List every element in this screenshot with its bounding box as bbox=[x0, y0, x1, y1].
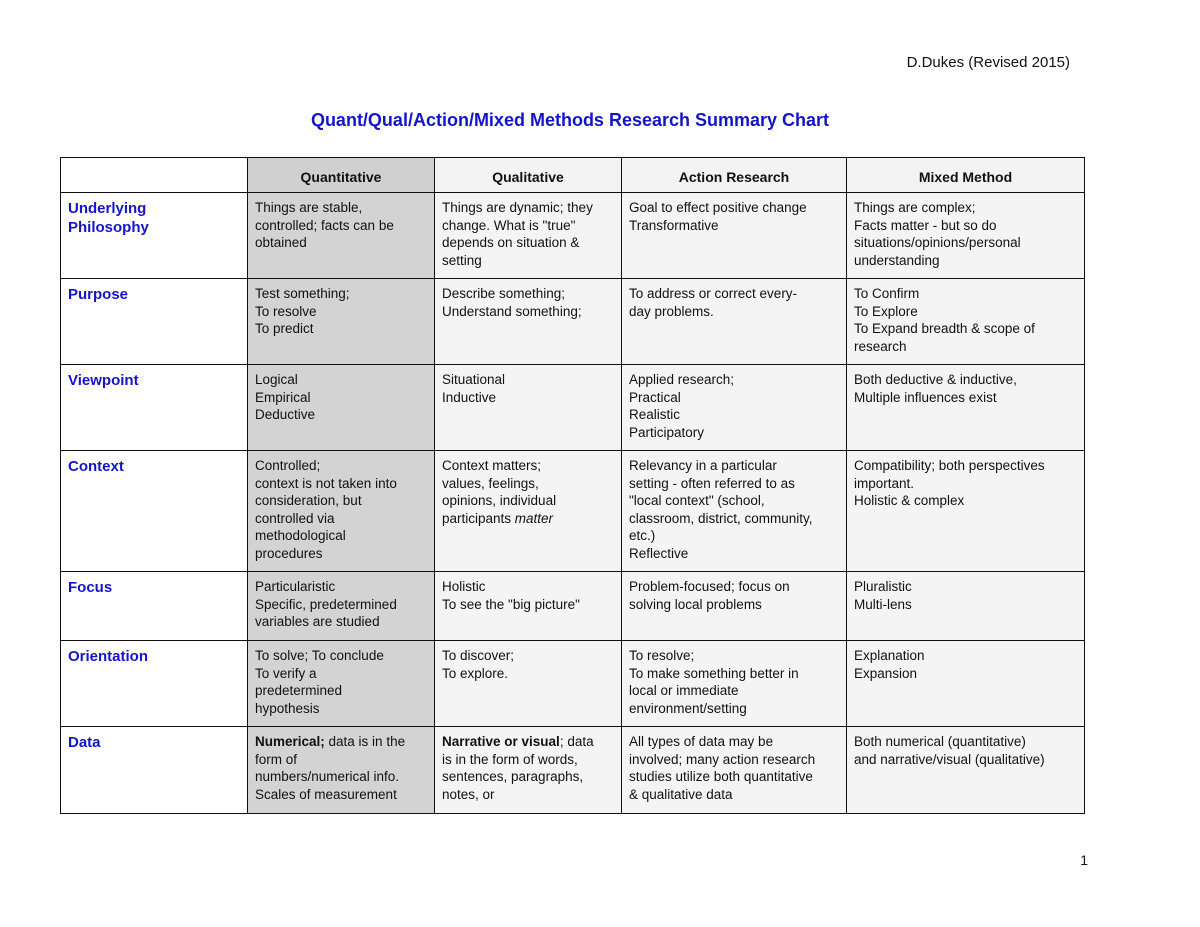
cell-text: day problems. bbox=[629, 303, 714, 319]
cell-text: To resolve bbox=[255, 303, 317, 319]
cell-line bbox=[255, 389, 427, 407]
table-row bbox=[61, 279, 1085, 365]
cell-text: obtained bbox=[255, 235, 307, 250]
row-header-line: Philosophy bbox=[68, 219, 149, 236]
cell-line bbox=[854, 320, 1077, 338]
document-title: Quant/Qual/Action/Mixed Methods Research Summary Chart bbox=[310, 110, 830, 130]
cell-mixed-method bbox=[847, 193, 1085, 279]
cell-text: Transformative bbox=[629, 217, 719, 233]
cell-line bbox=[442, 475, 614, 493]
cell-text: Explanation bbox=[854, 648, 925, 663]
cell-line bbox=[854, 578, 1077, 596]
cell-line bbox=[442, 665, 614, 683]
cell-text-italic: matter bbox=[514, 510, 554, 526]
cell-text: etc.) bbox=[629, 528, 656, 543]
cell-text: Pluralistic bbox=[854, 579, 912, 594]
cell-text: To see the "big picture" bbox=[442, 596, 580, 612]
column-header-action-research: Action Research bbox=[622, 158, 847, 193]
cell-line bbox=[629, 700, 839, 718]
cell-line bbox=[854, 751, 1077, 769]
cell-text: ; data bbox=[559, 734, 594, 749]
cell-line bbox=[255, 371, 427, 389]
cell-line bbox=[442, 751, 614, 769]
cell-text: To predict bbox=[255, 321, 314, 336]
cell-text: Goal to effect positive change bbox=[629, 200, 807, 215]
table-row bbox=[61, 641, 1085, 727]
cell-mixed-method bbox=[847, 451, 1085, 572]
row-header-line: Data bbox=[68, 734, 101, 751]
cell-line bbox=[255, 510, 427, 528]
cell-text-bold: Numerical; bbox=[255, 734, 325, 749]
cell-text: Things are complex; bbox=[854, 200, 976, 215]
cell-line bbox=[629, 199, 839, 217]
cell-text: studies utilize both quantitative bbox=[629, 769, 813, 784]
row-header bbox=[61, 727, 248, 814]
cell-line bbox=[255, 545, 427, 563]
cell-text: important. bbox=[854, 475, 915, 491]
summary-table bbox=[60, 157, 1085, 814]
cell-line bbox=[255, 647, 427, 665]
row-header-line: Orientation bbox=[68, 648, 149, 665]
cell-line bbox=[255, 475, 427, 493]
cell-text: Relevancy in a particular bbox=[629, 458, 777, 473]
cell-line bbox=[255, 199, 427, 217]
cell-line bbox=[629, 424, 839, 442]
cell-text: Deductive bbox=[255, 407, 316, 422]
cell-text: Particularistic bbox=[255, 579, 336, 594]
cell-line bbox=[629, 371, 839, 389]
cell-qualitative bbox=[435, 641, 622, 727]
cell-line bbox=[854, 665, 1077, 683]
cell-line bbox=[629, 406, 839, 424]
cell-line bbox=[629, 647, 839, 665]
cell-quantitative bbox=[248, 727, 435, 814]
cell-mixed-method bbox=[847, 279, 1085, 365]
cell-text: local or immediate bbox=[629, 683, 739, 698]
cell-text: To make something better in bbox=[629, 665, 799, 681]
cell-text: situations/opinions/personal bbox=[854, 235, 1021, 250]
cell-text: Problem-focused; focus on bbox=[629, 579, 790, 594]
cell-text: Practical bbox=[629, 389, 681, 405]
cell-quantitative bbox=[248, 641, 435, 727]
cell-text: controlled via bbox=[255, 510, 335, 526]
cell-action-research bbox=[622, 279, 847, 365]
cell-text: To solve; To conclude bbox=[255, 648, 384, 663]
cell-mixed-method bbox=[847, 365, 1085, 451]
cell-text: consideration, but bbox=[255, 493, 362, 508]
cell-text: Reflective bbox=[629, 545, 689, 561]
cell-line bbox=[442, 786, 614, 804]
cell-text: Both deductive & inductive, bbox=[854, 372, 1017, 387]
page-header-author: D.Dukes (Revised 2015) bbox=[906, 54, 1070, 71]
cell-text: To explore. bbox=[442, 665, 509, 681]
cell-line bbox=[255, 234, 427, 252]
cell-text: classroom, district, community, bbox=[629, 510, 813, 526]
cell-text: Test something; bbox=[255, 286, 350, 301]
cell-text: Compatibility; both perspectives bbox=[854, 458, 1045, 473]
cell-action-research bbox=[622, 193, 847, 279]
cell-line bbox=[854, 234, 1077, 252]
cell-line bbox=[255, 492, 427, 510]
cell-action-research bbox=[622, 365, 847, 451]
cell-line bbox=[854, 285, 1077, 303]
column-header-quantitative: Quantitative bbox=[248, 158, 435, 193]
cell-line bbox=[442, 578, 614, 596]
cell-line bbox=[442, 457, 614, 475]
cell-text: Empirical bbox=[255, 389, 311, 405]
cell-line bbox=[629, 389, 839, 407]
row-header bbox=[61, 365, 248, 451]
cell-text: Describe something; bbox=[442, 286, 566, 301]
row-header-line: Focus bbox=[68, 579, 113, 596]
cell-action-research bbox=[622, 451, 847, 572]
cell-text: Holistic bbox=[442, 579, 486, 594]
cell-text: To Expand breadth & scope of bbox=[854, 321, 1035, 336]
cell-text: predetermined bbox=[255, 683, 343, 698]
cell-text: Logical bbox=[255, 372, 298, 387]
cell-text: involved; many action research bbox=[629, 751, 816, 767]
cell-line bbox=[629, 492, 839, 510]
cell-text: Facts matter - but so do bbox=[854, 217, 997, 233]
cell-line bbox=[255, 751, 427, 769]
cell-line bbox=[442, 252, 614, 270]
cell-line bbox=[854, 338, 1077, 356]
cell-text: Applied research; bbox=[629, 372, 735, 387]
cell-text: All types of data may be bbox=[629, 734, 774, 749]
cell-line bbox=[629, 475, 839, 493]
cell-text: & qualitative data bbox=[629, 786, 733, 802]
cell-text: hypothesis bbox=[255, 700, 320, 716]
row-header bbox=[61, 279, 248, 365]
cell-text: Multi-lens bbox=[854, 596, 912, 612]
row-header bbox=[61, 641, 248, 727]
cell-action-research bbox=[622, 727, 847, 814]
header-row bbox=[61, 158, 1085, 193]
cell-text: To Explore bbox=[854, 303, 918, 319]
cell-text: research bbox=[854, 338, 907, 354]
cell-line bbox=[255, 596, 427, 614]
cell-line bbox=[442, 234, 614, 252]
cell-line bbox=[854, 252, 1077, 270]
row-header bbox=[61, 572, 248, 641]
cell-line bbox=[629, 786, 839, 804]
cell-text: change. What is "true" bbox=[442, 217, 576, 233]
row-header-line: Purpose bbox=[68, 286, 129, 303]
cell-quantitative bbox=[248, 451, 435, 572]
cell-text: Realistic bbox=[629, 407, 681, 422]
cell-line bbox=[854, 492, 1077, 510]
cell-line bbox=[255, 406, 427, 424]
cell-quantitative bbox=[248, 572, 435, 641]
cell-qualitative bbox=[435, 279, 622, 365]
cell-text: To address or correct every- bbox=[629, 286, 798, 301]
cell-line bbox=[255, 303, 427, 321]
cell-line bbox=[442, 217, 614, 235]
row-header-line: Underlying bbox=[68, 200, 147, 217]
cell-text: Understand something; bbox=[442, 303, 582, 319]
cell-text: participants bbox=[442, 510, 515, 526]
cell-text: setting - often referred to as bbox=[629, 475, 795, 491]
cell-text: variables are studied bbox=[255, 614, 380, 629]
cell-line bbox=[255, 768, 427, 786]
corner-cell bbox=[61, 158, 248, 193]
cell-line bbox=[629, 285, 839, 303]
table-row bbox=[61, 193, 1085, 279]
cell-text: understanding bbox=[854, 252, 940, 268]
row-header bbox=[61, 451, 248, 572]
cell-line bbox=[255, 665, 427, 683]
page-number: 1 bbox=[1080, 852, 1088, 868]
cell-line bbox=[442, 199, 614, 217]
cell-text: Situational bbox=[442, 372, 506, 387]
cell-action-research bbox=[622, 641, 847, 727]
cell-mixed-method bbox=[847, 641, 1085, 727]
cell-text: values, feelings, bbox=[442, 475, 539, 491]
cell-text: is in the form of words, bbox=[442, 751, 578, 767]
cell-text: numbers/numerical info. bbox=[255, 769, 400, 784]
cell-mixed-method bbox=[847, 727, 1085, 814]
cell-text: Things are stable, bbox=[255, 200, 363, 215]
cell-line bbox=[442, 389, 614, 407]
cell-text: Participatory bbox=[629, 424, 705, 440]
cell-line bbox=[854, 389, 1077, 407]
cell-text: procedures bbox=[255, 545, 323, 561]
cell-line bbox=[442, 492, 614, 510]
cell-text: and narrative/visual (qualitative) bbox=[854, 751, 1045, 767]
cell-text: Controlled; bbox=[255, 458, 321, 473]
cell-text: methodological bbox=[255, 528, 346, 543]
cell-text: data is in the bbox=[324, 734, 406, 749]
cell-text: setting bbox=[442, 252, 482, 268]
cell-text: Multiple influences exist bbox=[854, 389, 997, 405]
cell-line bbox=[442, 768, 614, 786]
cell-text: To Confirm bbox=[854, 286, 920, 301]
cell-text: Things are dynamic; they bbox=[442, 200, 593, 215]
cell-line bbox=[854, 596, 1077, 614]
cell-line bbox=[854, 217, 1077, 235]
cell-qualitative bbox=[435, 451, 622, 572]
cell-text: Inductive bbox=[442, 389, 497, 405]
cell-text: To verify a bbox=[255, 665, 317, 681]
cell-line bbox=[442, 285, 614, 303]
cell-text: form of bbox=[255, 751, 298, 767]
cell-text: sentences, paragraphs, bbox=[442, 769, 584, 784]
cell-line bbox=[629, 596, 839, 614]
cell-line bbox=[629, 682, 839, 700]
cell-line bbox=[629, 217, 839, 235]
cell-text: controlled; facts can be bbox=[255, 217, 394, 233]
table-row bbox=[61, 572, 1085, 641]
cell-text: Both numerical (quantitative) bbox=[854, 734, 1026, 749]
cell-quantitative bbox=[248, 279, 435, 365]
cell-line bbox=[629, 768, 839, 786]
cell-line bbox=[629, 578, 839, 596]
column-header-qualitative: Qualitative bbox=[435, 158, 622, 193]
cell-line bbox=[255, 682, 427, 700]
table-row bbox=[61, 365, 1085, 451]
cell-line bbox=[629, 733, 839, 751]
cell-text: depends on situation & bbox=[442, 235, 580, 250]
cell-line bbox=[255, 786, 427, 804]
cell-line bbox=[854, 371, 1077, 389]
cell-line bbox=[629, 751, 839, 769]
cell-line bbox=[255, 320, 427, 338]
cell-line bbox=[255, 527, 427, 545]
cell-line bbox=[255, 733, 427, 751]
table-row bbox=[61, 727, 1085, 814]
cell-line bbox=[255, 457, 427, 475]
cell-line bbox=[255, 578, 427, 596]
column-header-mixed-method: Mixed Method bbox=[847, 158, 1085, 193]
cell-text: context is not taken into bbox=[255, 475, 397, 491]
cell-action-research bbox=[622, 572, 847, 641]
cell-qualitative bbox=[435, 193, 622, 279]
cell-line bbox=[854, 199, 1077, 217]
cell-text: notes, or bbox=[442, 786, 495, 802]
cell-line bbox=[442, 303, 614, 321]
cell-text: Specific, predetermined bbox=[255, 596, 397, 612]
cell-line bbox=[442, 371, 614, 389]
cell-line bbox=[255, 285, 427, 303]
cell-text: To resolve; bbox=[629, 648, 695, 663]
cell-line bbox=[442, 510, 614, 528]
cell-qualitative bbox=[435, 365, 622, 451]
cell-line bbox=[629, 665, 839, 683]
cell-line bbox=[255, 613, 427, 631]
table-row bbox=[61, 451, 1085, 572]
cell-text: Context matters; bbox=[442, 458, 542, 473]
cell-text: opinions, individual bbox=[442, 493, 557, 508]
cell-line bbox=[629, 457, 839, 475]
cell-line bbox=[255, 700, 427, 718]
cell-text: Scales of measurement bbox=[255, 786, 397, 802]
cell-line bbox=[442, 733, 614, 751]
cell-line bbox=[629, 545, 839, 563]
row-header-line: Context bbox=[68, 458, 124, 475]
cell-quantitative bbox=[248, 365, 435, 451]
cell-line bbox=[854, 457, 1077, 475]
cell-text: environment/setting bbox=[629, 700, 747, 716]
cell-mixed-method bbox=[847, 572, 1085, 641]
cell-line bbox=[629, 303, 839, 321]
cell-text: "local context" (school, bbox=[629, 493, 765, 508]
cell-text: Holistic & complex bbox=[854, 493, 965, 508]
cell-line bbox=[442, 647, 614, 665]
cell-line bbox=[854, 647, 1077, 665]
cell-quantitative bbox=[248, 193, 435, 279]
cell-text-bold: Narrative or visual bbox=[442, 734, 560, 749]
cell-line bbox=[442, 596, 614, 614]
cell-line bbox=[854, 303, 1077, 321]
cell-text: solving local problems bbox=[629, 596, 762, 612]
cell-line bbox=[854, 475, 1077, 493]
cell-line bbox=[629, 510, 839, 528]
cell-text: Expansion bbox=[854, 665, 918, 681]
cell-text: To discover; bbox=[442, 648, 515, 663]
cell-line bbox=[255, 217, 427, 235]
row-header-line: Viewpoint bbox=[68, 372, 139, 389]
cell-qualitative bbox=[435, 572, 622, 641]
cell-line bbox=[854, 733, 1077, 751]
cell-line bbox=[629, 527, 839, 545]
row-header bbox=[61, 193, 248, 279]
cell-qualitative bbox=[435, 727, 622, 814]
